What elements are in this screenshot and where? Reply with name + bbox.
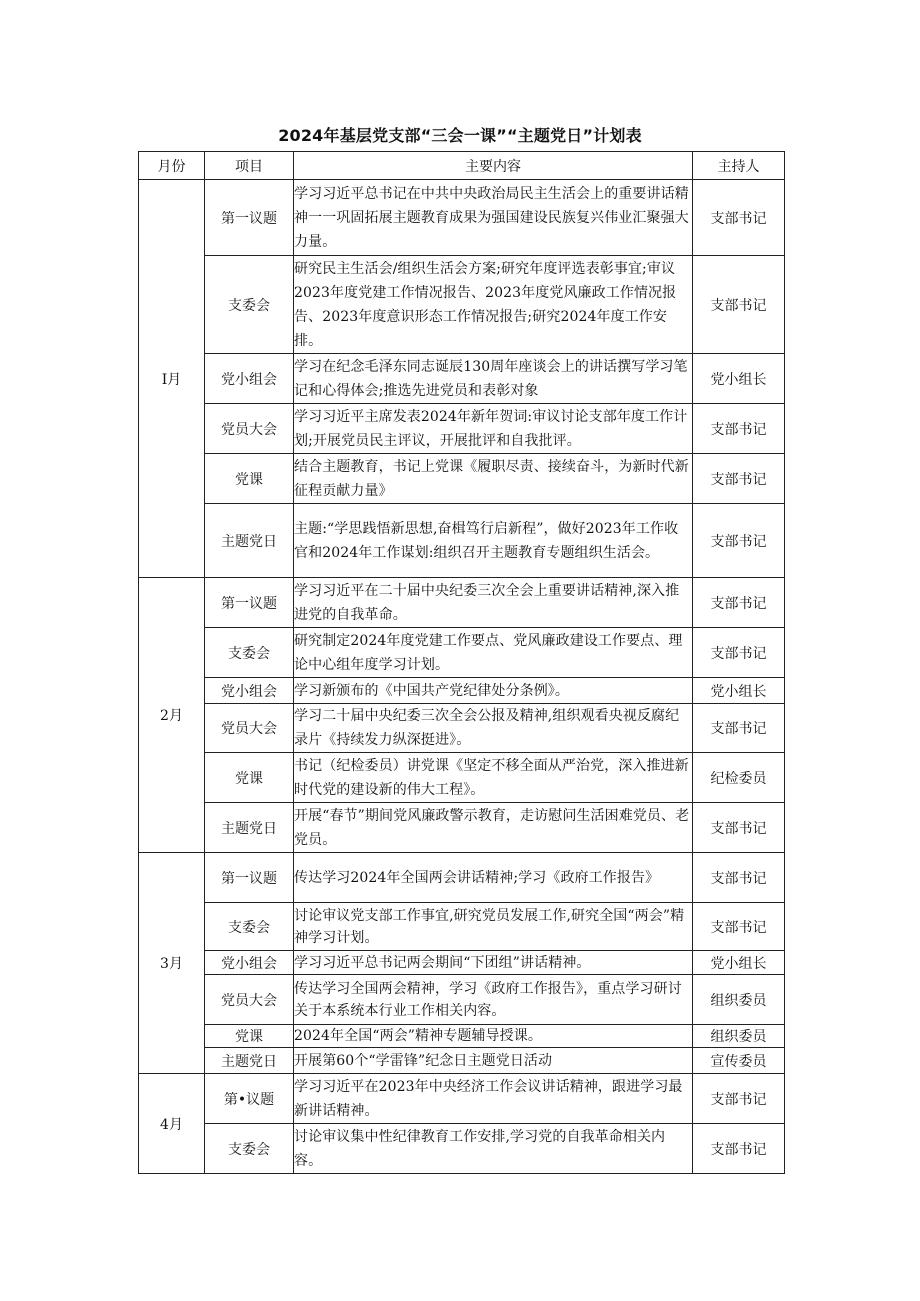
host-cell: 党小组长 (693, 678, 785, 704)
host-cell: 党小组长 (693, 354, 785, 404)
content-cell: 2024年全国“两会”精神专题辅导授课。 (294, 1025, 693, 1048)
content-cell: 传达学习2024年全国两会讲话精神;学习《政府工作报告》 (294, 853, 693, 903)
host-cell: 支部书记 (693, 404, 785, 454)
plan-table (138, 151, 785, 1174)
item-cell: 党小组会 (205, 354, 294, 404)
host-cell: 组织委员 (693, 975, 785, 1025)
content-cell: 学习习近平在二十届中央纪委三次全会上重要讲话精神,深入推进党的自我革命。 (294, 578, 693, 628)
table-row (139, 1074, 785, 1124)
table-row (139, 853, 785, 903)
month-cell: 2月 (139, 578, 205, 853)
item-cell: 第一议题 (205, 578, 294, 628)
table-row (139, 628, 785, 678)
item-cell: 支委会 (205, 903, 294, 951)
header-content: 主要内容 (294, 152, 693, 180)
item-cell: 第一议题 (205, 853, 294, 903)
month-cell: 4月 (139, 1074, 205, 1174)
host-cell: 支部书记 (693, 903, 785, 951)
item-cell: 党员大会 (205, 404, 294, 454)
item-cell: 党小组会 (205, 678, 294, 704)
host-cell: 党小组长 (693, 951, 785, 975)
content-cell: 学习新颁布的《中国共产党纪律处分条例》。 (294, 678, 693, 704)
host-cell: 支部书记 (693, 1124, 785, 1174)
table-row (139, 1124, 785, 1174)
table-row (139, 1048, 785, 1074)
content-cell: 学习在纪念毛泽东同志诞辰130周年座谈会上的讲话撰写学习笔记和心得体会;推选先进党员和表彰对象 (294, 354, 693, 404)
table-row (139, 354, 785, 404)
table-row (139, 951, 785, 975)
item-cell: 支委会 (205, 628, 294, 678)
item-cell: 主题党日 (205, 803, 294, 853)
table-row (139, 753, 785, 803)
item-cell: 党课 (205, 454, 294, 504)
content-cell: 结合主题教育，书记上党课《履职尽责、接续奋斗，为新时代新征程贡献力量》 (294, 454, 693, 504)
header-month: 月份 (139, 152, 205, 180)
host-cell: 支部书记 (693, 256, 785, 354)
host-cell: 纪检委员 (693, 753, 785, 803)
host-cell: 支部书记 (693, 578, 785, 628)
item-cell: 党小组会 (205, 951, 294, 975)
item-cell: 党员大会 (205, 975, 294, 1025)
table-header-row (139, 152, 785, 180)
month-cell: I月 (139, 180, 205, 578)
host-cell: 宣传委员 (693, 1048, 785, 1074)
table-row (139, 578, 785, 628)
month-cell: 3月 (139, 853, 205, 1074)
table-row (139, 975, 785, 1025)
table-row (139, 504, 785, 578)
content-cell: 学习习近平主席发表2024年新年贺词:审议讨论支部年度工作计划;开展党员民主评议，开展批评和自我批评。 (294, 404, 693, 454)
host-cell: 支部书记 (693, 180, 785, 256)
content-cell: 讨论审议党支部工作事宜,研究党员发展工作,研究全国“两会”精神学习计划。 (294, 903, 693, 951)
header-item: 项目 (205, 152, 294, 180)
content-cell: 主题:“学思践悟新思想,奋楫笃行启新程”，做好2023年工作收官和2024年工作谋划:组织召开主题教育专题组织生活会。 (294, 504, 693, 578)
item-cell: 党课 (205, 753, 294, 803)
item-cell: 第•议题 (205, 1074, 294, 1124)
host-cell: 支部书记 (693, 1074, 785, 1124)
host-cell: 组织委员 (693, 1025, 785, 1048)
host-cell: 支部书记 (693, 628, 785, 678)
content-cell: 学习二十届中央纪委三次全会公报及精神,组织观看央视反腐纪录片《持续发力纵深挺进》。 (294, 704, 693, 753)
table-row (139, 180, 785, 256)
item-cell: 党员大会 (205, 704, 294, 753)
table-row (139, 454, 785, 504)
table-row (139, 678, 785, 704)
content-cell: 学习习近平在2023年中央经济工作会议讲话精神，跟进学习最新讲话精神。 (294, 1074, 693, 1124)
item-cell: 支委会 (205, 256, 294, 354)
content-cell: 研究制定2024年度党建工作要点、党风廉政建设工作要点、理论中心组年度学习计划。 (294, 628, 693, 678)
content-cell: 研究民主生活会/组织生活会方案;研究年度评选表彰事宜;审议2023年度党建工作情况报告、2023年度党风廉政工作情况报告、2023年度意识形态工作情况报告;研究2024年度工作安排。 (294, 256, 693, 354)
content-cell: 书记（纪检委员）讲党课《坚定不移全面从严治党，深入推进新时代党的建设新的伟大工程》。 (294, 753, 693, 803)
host-cell: 支部书记 (693, 803, 785, 853)
host-cell: 支部书记 (693, 454, 785, 504)
content-cell: 开展“春节”期间党风廉政警示教育，走访慰问生活困难党员、老党员。 (294, 803, 693, 853)
content-cell: 学习习近平总书记在中共中央政治局民主生活会上的重要讲话精神一一巩固拓展主题教育成果为强国建设民族复兴伟业汇聚强大力量。 (294, 180, 693, 256)
table-row (139, 404, 785, 454)
host-cell: 支部书记 (693, 504, 785, 578)
item-cell: 第一议题 (205, 180, 294, 256)
page-title: 2024年基层党支部“三会一课”“主题党日”计划表 (278, 126, 642, 145)
content-cell: 学习习近平总书记两会期间“下团组”讲话精神。 (294, 951, 693, 975)
host-cell: 支部书记 (693, 704, 785, 753)
table-row (139, 256, 785, 354)
table-row (139, 903, 785, 951)
item-cell: 支委会 (205, 1124, 294, 1174)
host-cell: 支部书记 (693, 853, 785, 903)
content-cell: 传达学习全国两会精神，学习《政府工作报告》，重点学习研讨关于本系统本行业工作相关内容。 (294, 975, 693, 1025)
item-cell: 主题党日 (205, 1048, 294, 1074)
item-cell: 党课 (205, 1025, 294, 1048)
table-row (139, 803, 785, 853)
header-host: 主持人 (693, 152, 785, 180)
content-cell: 讨论审议集中性纪律教育工作安排,学习党的自我革命相关内容。 (294, 1124, 693, 1174)
table-row (139, 704, 785, 753)
item-cell: 主题党日 (205, 504, 294, 578)
content-cell: 开展第60个“学雷锋”纪念日主题党日活动 (294, 1048, 693, 1074)
table-row (139, 1025, 785, 1048)
